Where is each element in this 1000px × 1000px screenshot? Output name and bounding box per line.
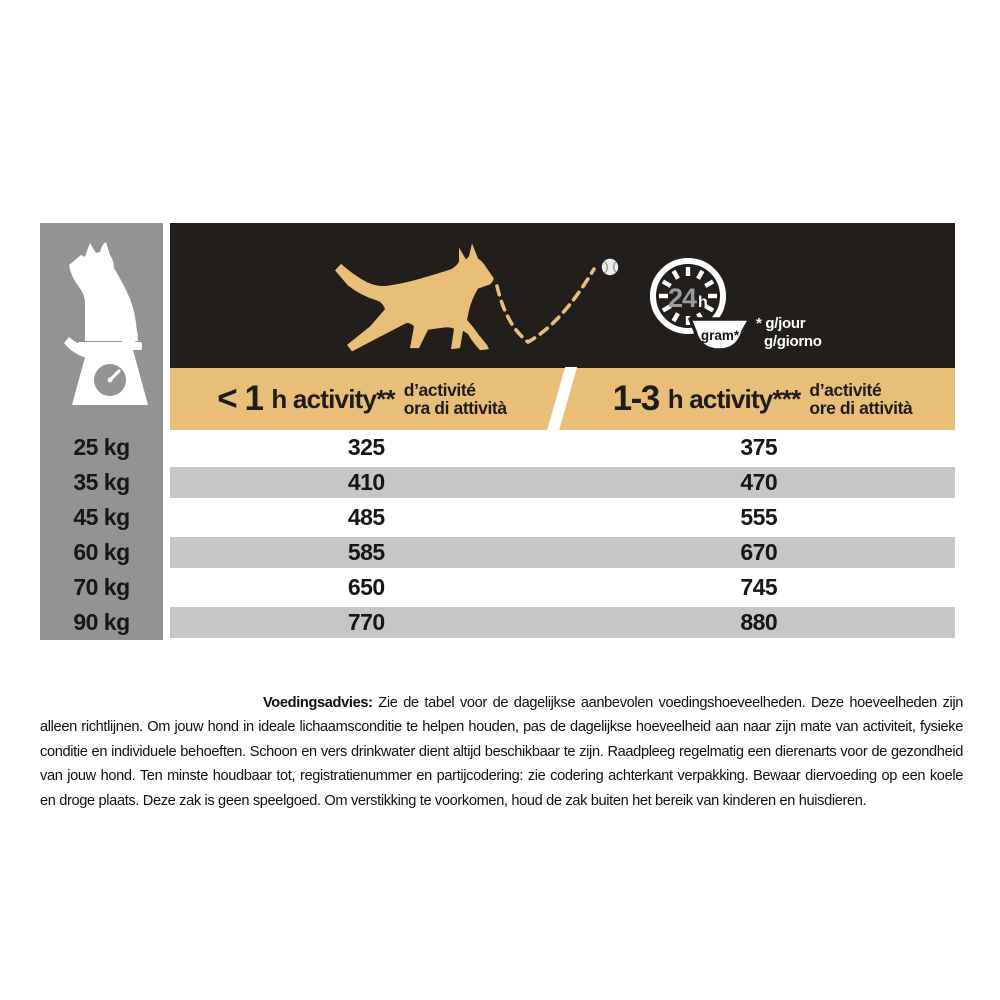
- clock-hours-label: 24: [667, 283, 696, 313]
- running-dog-silhouette: [335, 243, 494, 351]
- feeding-advice-lead: Voedingsadvies:: [263, 694, 373, 711]
- feeding-table: [170, 430, 955, 640]
- weight-sidebar: [40, 223, 163, 640]
- hero-graphics: [170, 223, 955, 368]
- amount-high-activity: 880: [740, 609, 778, 635]
- scale-platform: [78, 342, 142, 350]
- amount-high-activity: 555: [740, 504, 778, 530]
- amount-low-activity: 650: [347, 574, 385, 600]
- weight-label: 70 kg: [73, 574, 130, 600]
- amount-high-activity: 375: [740, 434, 778, 460]
- unit-note-line1: * g/jour: [756, 315, 806, 332]
- amount-low-activity: 325: [347, 434, 385, 460]
- hero-header: [170, 223, 955, 368]
- activity-label-it: ore di attività: [809, 398, 913, 418]
- ball-icon: [602, 259, 618, 275]
- table-row: [170, 500, 955, 535]
- amount-low-activity: 585: [347, 539, 385, 565]
- clock-unit-label: h: [698, 294, 708, 311]
- activity-label-it: ora di attività: [403, 398, 507, 418]
- ball-bounce-path: [497, 269, 594, 342]
- activity-header-band: [170, 368, 955, 430]
- activity-label-fr: d’activité: [809, 379, 882, 400]
- activity-label-fr: d’activité: [403, 379, 476, 400]
- activity-label: h activity***: [667, 383, 801, 414]
- weight-label: 60 kg: [73, 539, 130, 565]
- table-row: [170, 605, 955, 640]
- column-header-low-activity: [170, 368, 554, 430]
- amount-high-activity: 745: [740, 574, 778, 600]
- sitting-dog-silhouette: [69, 242, 138, 341]
- weight-label: 90 kg: [73, 609, 130, 635]
- amount-high-activity: 670: [740, 539, 778, 565]
- amount-high-activity: 470: [740, 469, 778, 495]
- amount-low-activity: 770: [347, 609, 385, 635]
- amount-low-activity: 485: [347, 504, 385, 530]
- bowl-gram-label: gram*: [700, 328, 740, 343]
- table-row: [170, 465, 955, 500]
- clock-24h-icon: [653, 261, 750, 350]
- table-row: [170, 430, 955, 465]
- weight-label: 35 kg: [73, 469, 130, 495]
- activity-amount: < 1: [217, 379, 263, 418]
- dog-on-scale-icon: [47, 235, 157, 417]
- unit-note-line2: g/giorno: [764, 333, 822, 350]
- amount-low-activity: 410: [347, 469, 385, 495]
- weight-label: 25 kg: [73, 434, 130, 460]
- activity-label: h activity**: [271, 383, 395, 414]
- weight-labels: [40, 430, 163, 640]
- activity-amount: 1-3: [612, 379, 659, 418]
- feeding-advice-paragraph: [40, 691, 963, 814]
- activity-translations: [404, 381, 507, 418]
- table-row: [170, 570, 955, 605]
- column-header-high-activity: [570, 368, 955, 430]
- feeding-advice-text: Zie de tabel voor de dagelijkse aanbevolen voedingshoeveelheden. Deze hoeveelheden zijn alleen richtlijnen. Om jouw hond in ideale lichaamsconditie te helpen houden, pas de dagelijkse hoeveelheid aan naar zijn mate van activiteit, fysieke conditie en individuele behoeften. Schoon en vers drinkwater dient altijd beschikbaar te zijn. Raadpleeg regelmatig een dierenarts voor de gezondheid van jouw hond. Ten minste houdbaar tot, registratienummer en partijcodering: zie codering achterkant verpakking. Bewaar diervoeding op een koele en droge plaats. Deze zak is geen speelgoed. Om verstikking te voorkomen, houd de zak buiten het bereik van kinderen en huisdieren.: [40, 694, 963, 809]
- weight-label: 45 kg: [73, 504, 130, 530]
- table-row: [170, 535, 955, 570]
- activity-translations: [809, 381, 912, 418]
